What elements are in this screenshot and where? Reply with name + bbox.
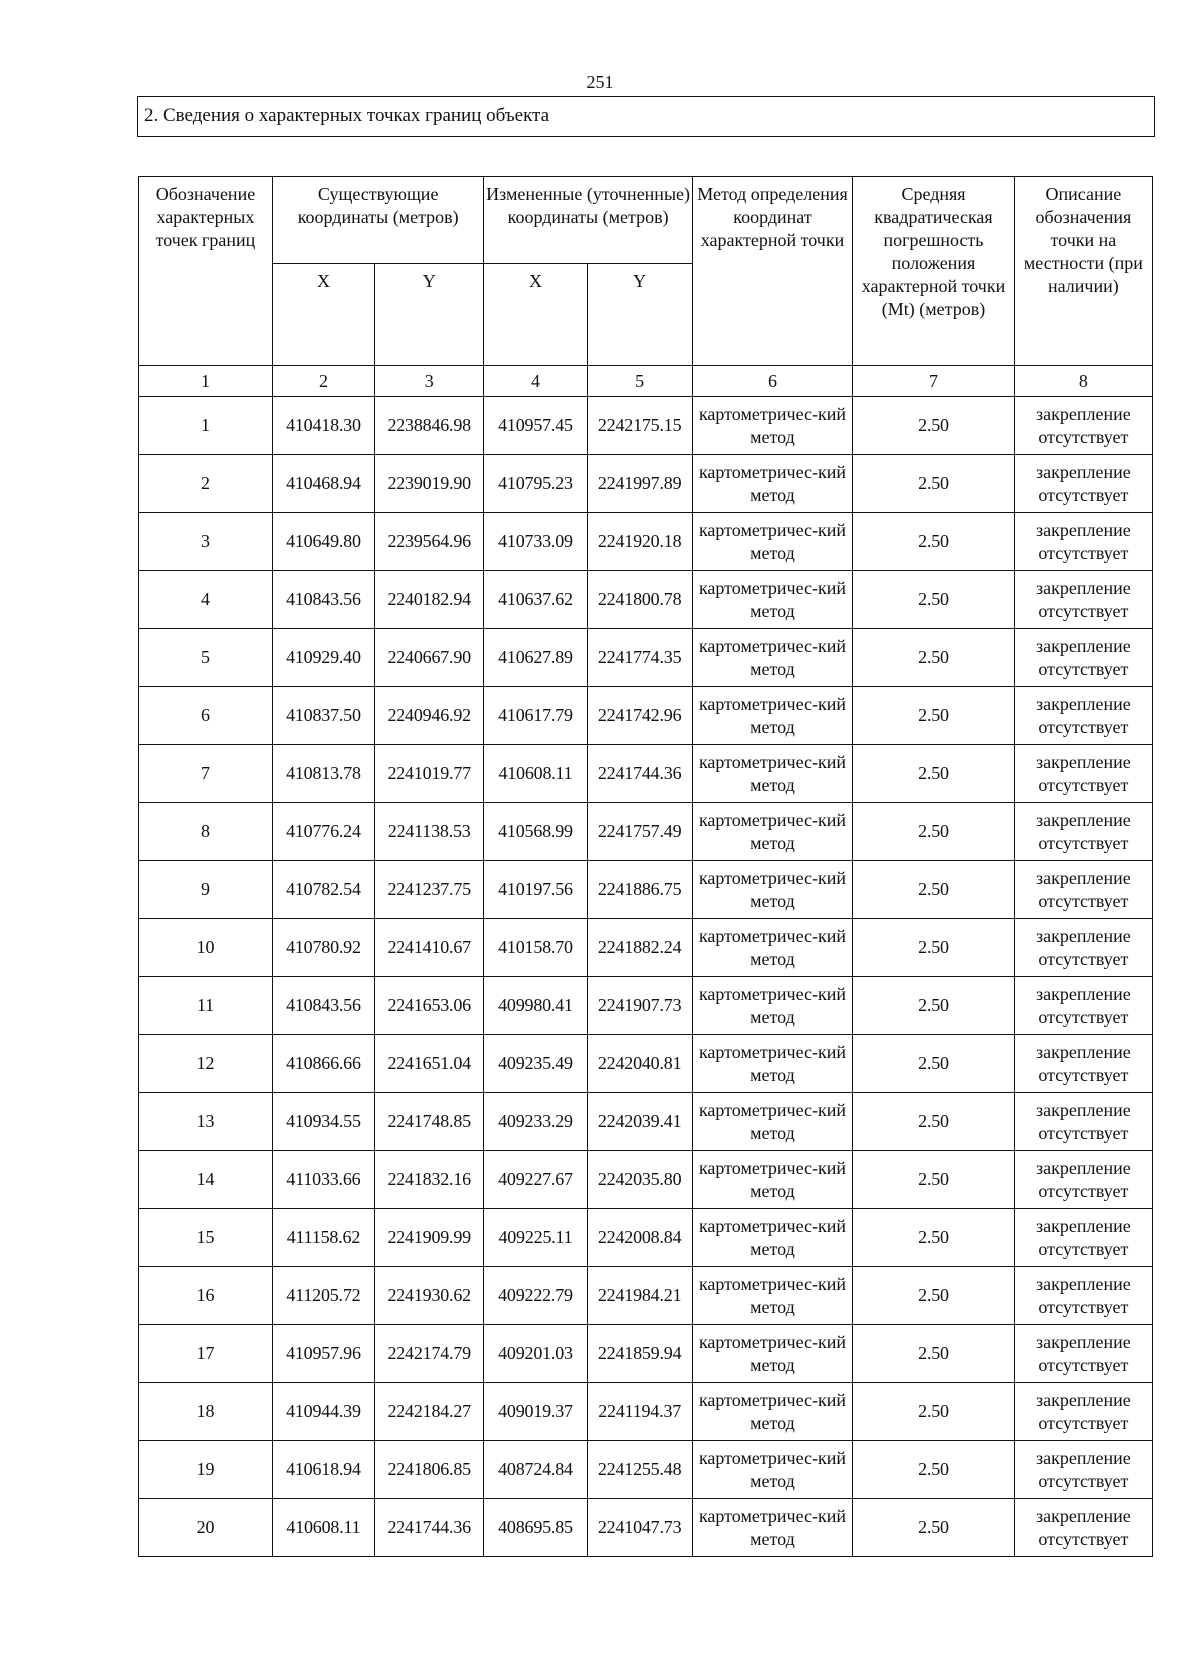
existing-y-cell: 2241930.62 bbox=[374, 1267, 483, 1325]
mean-error-cell: 2.50 bbox=[853, 1151, 1015, 1209]
existing-y-cell: 2241748.85 bbox=[374, 1093, 483, 1151]
table-row bbox=[139, 687, 1153, 745]
existing-x-cell: 410843.56 bbox=[272, 571, 374, 629]
column-number: 5 bbox=[587, 366, 692, 397]
header-existing-x: X bbox=[272, 264, 374, 366]
existing-x-cell: 410837.50 bbox=[272, 687, 374, 745]
column-number: 1 bbox=[139, 366, 273, 397]
description-cell: закрепление отсутствует bbox=[1014, 687, 1152, 745]
changed-y-cell: 2241859.94 bbox=[587, 1325, 692, 1383]
changed-y-cell: 2242040.81 bbox=[587, 1035, 692, 1093]
changed-x-cell: 409980.41 bbox=[484, 977, 587, 1035]
point-id-cell: 10 bbox=[139, 919, 273, 977]
table-row bbox=[139, 1267, 1153, 1325]
header-description: Описание обозначения точки на местности (при наличии) bbox=[1014, 177, 1152, 366]
description-cell: закрепление отсутствует bbox=[1014, 803, 1152, 861]
table-row bbox=[139, 1383, 1153, 1441]
mean-error-cell: 2.50 bbox=[853, 455, 1015, 513]
existing-y-cell: 2241410.67 bbox=[374, 919, 483, 977]
table-row bbox=[139, 1441, 1153, 1499]
point-id-cell: 3 bbox=[139, 513, 273, 571]
table-row bbox=[139, 919, 1153, 977]
table-row bbox=[139, 861, 1153, 919]
point-id-cell: 18 bbox=[139, 1383, 273, 1441]
method-cell: картометричес-кий метод bbox=[692, 571, 852, 629]
table-row bbox=[139, 803, 1153, 861]
changed-y-cell: 2242035.80 bbox=[587, 1151, 692, 1209]
point-id-cell: 17 bbox=[139, 1325, 273, 1383]
method-cell: картометричес-кий метод bbox=[692, 1209, 852, 1267]
existing-y-cell: 2240667.90 bbox=[374, 629, 483, 687]
method-cell: картометричес-кий метод bbox=[692, 861, 852, 919]
page-number: 251 bbox=[586, 72, 614, 92]
description-cell: закрепление отсутствует bbox=[1014, 1499, 1152, 1557]
point-id-cell: 5 bbox=[139, 629, 273, 687]
table-row bbox=[139, 397, 1153, 455]
description-cell: закрепление отсутствует bbox=[1014, 571, 1152, 629]
changed-y-cell: 2241744.36 bbox=[587, 745, 692, 803]
point-id-cell: 14 bbox=[139, 1151, 273, 1209]
changed-x-cell: 410795.23 bbox=[484, 455, 587, 513]
point-id-cell: 2 bbox=[139, 455, 273, 513]
changed-y-cell: 2241907.73 bbox=[587, 977, 692, 1035]
existing-y-cell: 2241909.99 bbox=[374, 1209, 483, 1267]
changed-y-cell: 2241800.78 bbox=[587, 571, 692, 629]
existing-y-cell: 2241653.06 bbox=[374, 977, 483, 1035]
section-title: 2. Сведения о характерных точках границ объекта bbox=[144, 105, 550, 126]
table-row bbox=[139, 1093, 1153, 1151]
method-cell: картометричес-кий метод bbox=[692, 919, 852, 977]
existing-y-cell: 2241806.85 bbox=[374, 1441, 483, 1499]
existing-y-cell: 2242174.79 bbox=[374, 1325, 483, 1383]
method-cell: картометричес-кий метод bbox=[692, 1093, 852, 1151]
method-cell: картометричес-кий метод bbox=[692, 629, 852, 687]
method-cell: картометричес-кий метод bbox=[692, 397, 852, 455]
existing-y-cell: 2239019.90 bbox=[374, 455, 483, 513]
existing-x-cell: 410782.54 bbox=[272, 861, 374, 919]
method-cell: картометричес-кий метод bbox=[692, 1035, 852, 1093]
mean-error-cell: 2.50 bbox=[853, 1267, 1015, 1325]
method-cell: картометричес-кий метод bbox=[692, 1267, 852, 1325]
mean-error-cell: 2.50 bbox=[853, 745, 1015, 803]
description-cell: закрепление отсутствует bbox=[1014, 745, 1152, 803]
table-row bbox=[139, 629, 1153, 687]
description-cell: закрепление отсутствует bbox=[1014, 1325, 1152, 1383]
mean-error-cell: 2.50 bbox=[853, 1093, 1015, 1151]
method-cell: картометричес-кий метод bbox=[692, 1383, 852, 1441]
mean-error-cell: 2.50 bbox=[853, 1209, 1015, 1267]
existing-x-cell: 410866.66 bbox=[272, 1035, 374, 1093]
method-cell: картометричес-кий метод bbox=[692, 687, 852, 745]
changed-x-cell: 410608.11 bbox=[484, 745, 587, 803]
existing-x-cell: 410418.30 bbox=[272, 397, 374, 455]
existing-x-cell: 410944.39 bbox=[272, 1383, 374, 1441]
existing-x-cell: 410468.94 bbox=[272, 455, 374, 513]
description-cell: закрепление отсутствует bbox=[1014, 397, 1152, 455]
method-cell: картометричес-кий метод bbox=[692, 1441, 852, 1499]
mean-error-cell: 2.50 bbox=[853, 803, 1015, 861]
existing-y-cell: 2241237.75 bbox=[374, 861, 483, 919]
changed-y-cell: 2241920.18 bbox=[587, 513, 692, 571]
mean-error-cell: 2.50 bbox=[853, 1499, 1015, 1557]
existing-x-cell: 410813.78 bbox=[272, 745, 374, 803]
existing-y-cell: 2241138.53 bbox=[374, 803, 483, 861]
existing-x-cell: 410618.94 bbox=[272, 1441, 374, 1499]
table-row bbox=[139, 455, 1153, 513]
point-id-cell: 20 bbox=[139, 1499, 273, 1557]
method-cell: картометричес-кий метод bbox=[692, 1151, 852, 1209]
changed-y-cell: 2241194.37 bbox=[587, 1383, 692, 1441]
existing-x-cell: 410649.80 bbox=[272, 513, 374, 571]
table-row bbox=[139, 977, 1153, 1035]
changed-y-cell: 2241255.48 bbox=[587, 1441, 692, 1499]
header-changed-x: X bbox=[484, 264, 587, 366]
existing-x-cell: 411033.66 bbox=[272, 1151, 374, 1209]
method-cell: картометричес-кий метод bbox=[692, 1499, 852, 1557]
table-row bbox=[139, 745, 1153, 803]
point-id-cell: 9 bbox=[139, 861, 273, 919]
mean-error-cell: 2.50 bbox=[853, 1035, 1015, 1093]
column-number: 7 bbox=[853, 366, 1015, 397]
changed-x-cell: 409201.03 bbox=[484, 1325, 587, 1383]
description-cell: закрепление отсутствует bbox=[1014, 513, 1152, 571]
point-id-cell: 7 bbox=[139, 745, 273, 803]
changed-y-cell: 2241742.96 bbox=[587, 687, 692, 745]
existing-y-cell: 2239564.96 bbox=[374, 513, 483, 571]
changed-x-cell: 409233.29 bbox=[484, 1093, 587, 1151]
table-row bbox=[139, 571, 1153, 629]
point-id-cell: 13 bbox=[139, 1093, 273, 1151]
changed-y-cell: 2241047.73 bbox=[587, 1499, 692, 1557]
changed-x-cell: 410733.09 bbox=[484, 513, 587, 571]
changed-y-cell: 2241757.49 bbox=[587, 803, 692, 861]
description-cell: закрепление отсутствует bbox=[1014, 1151, 1152, 1209]
description-cell: закрепление отсутствует bbox=[1014, 455, 1152, 513]
mean-error-cell: 2.50 bbox=[853, 513, 1015, 571]
description-cell: закрепление отсутствует bbox=[1014, 629, 1152, 687]
description-cell: закрепление отсутствует bbox=[1014, 1035, 1152, 1093]
description-cell: закрепление отсутствует bbox=[1014, 977, 1152, 1035]
existing-y-cell: 2241744.36 bbox=[374, 1499, 483, 1557]
table-row bbox=[139, 1151, 1153, 1209]
existing-x-cell: 410929.40 bbox=[272, 629, 374, 687]
mean-error-cell: 2.50 bbox=[853, 977, 1015, 1035]
changed-x-cell: 408724.84 bbox=[484, 1441, 587, 1499]
point-id-cell: 8 bbox=[139, 803, 273, 861]
changed-y-cell: 2241886.75 bbox=[587, 861, 692, 919]
changed-y-cell: 2242175.15 bbox=[587, 397, 692, 455]
changed-x-cell: 410627.89 bbox=[484, 629, 587, 687]
changed-x-cell: 408695.85 bbox=[484, 1499, 587, 1557]
point-id-cell: 12 bbox=[139, 1035, 273, 1093]
mean-error-cell: 2.50 bbox=[853, 1325, 1015, 1383]
existing-x-cell: 410934.55 bbox=[272, 1093, 374, 1151]
description-cell: закрепление отсутствует bbox=[1014, 1209, 1152, 1267]
mean-error-cell: 2.50 bbox=[853, 687, 1015, 745]
point-id-cell: 19 bbox=[139, 1441, 273, 1499]
header-existing-coordinates: Существующие координаты (метров) bbox=[272, 177, 484, 264]
point-id-cell: 11 bbox=[139, 977, 273, 1035]
point-id-cell: 16 bbox=[139, 1267, 273, 1325]
description-cell: закрепление отсутствует bbox=[1014, 1093, 1152, 1151]
changed-y-cell: 2241882.24 bbox=[587, 919, 692, 977]
section-title-box bbox=[137, 96, 1155, 137]
point-id-cell: 6 bbox=[139, 687, 273, 745]
column-number: 2 bbox=[272, 366, 374, 397]
column-number: 6 bbox=[692, 366, 852, 397]
boundary-points-table bbox=[138, 176, 1153, 1557]
changed-x-cell: 409225.11 bbox=[484, 1209, 587, 1267]
mean-error-cell: 2.50 bbox=[853, 629, 1015, 687]
existing-y-cell: 2242184.27 bbox=[374, 1383, 483, 1441]
changed-x-cell: 410637.62 bbox=[484, 571, 587, 629]
changed-x-cell: 409019.37 bbox=[484, 1383, 587, 1441]
existing-x-cell: 410780.92 bbox=[272, 919, 374, 977]
description-cell: закрепление отсутствует bbox=[1014, 1267, 1152, 1325]
existing-y-cell: 2240182.94 bbox=[374, 571, 483, 629]
column-number-row bbox=[139, 366, 1153, 397]
column-number: 4 bbox=[484, 366, 587, 397]
changed-x-cell: 409235.49 bbox=[484, 1035, 587, 1093]
existing-y-cell: 2240946.92 bbox=[374, 687, 483, 745]
existing-x-cell: 410957.96 bbox=[272, 1325, 374, 1383]
changed-y-cell: 2241997.89 bbox=[587, 455, 692, 513]
changed-x-cell: 410197.56 bbox=[484, 861, 587, 919]
column-number: 8 bbox=[1014, 366, 1152, 397]
existing-x-cell: 411158.62 bbox=[272, 1209, 374, 1267]
method-cell: картометричес-кий метод bbox=[692, 977, 852, 1035]
table-body bbox=[139, 397, 1153, 1557]
changed-y-cell: 2242039.41 bbox=[587, 1093, 692, 1151]
description-cell: закрепление отсутствует bbox=[1014, 919, 1152, 977]
header-point-designation: Обозначение характерных точек границ bbox=[139, 177, 273, 366]
mean-error-cell: 2.50 bbox=[853, 1441, 1015, 1499]
method-cell: картометричес-кий метод bbox=[692, 803, 852, 861]
table-row bbox=[139, 1499, 1153, 1557]
description-cell: закрепление отсутствует bbox=[1014, 861, 1152, 919]
method-cell: картометричес-кий метод bbox=[692, 1325, 852, 1383]
column-number: 3 bbox=[374, 366, 483, 397]
changed-x-cell: 409227.67 bbox=[484, 1151, 587, 1209]
header-method: Метод определения координат характерной точки bbox=[692, 177, 852, 366]
method-cell: картометричес-кий метод bbox=[692, 455, 852, 513]
mean-error-cell: 2.50 bbox=[853, 571, 1015, 629]
changed-y-cell: 2241774.35 bbox=[587, 629, 692, 687]
table-row bbox=[139, 1035, 1153, 1093]
mean-error-cell: 2.50 bbox=[853, 919, 1015, 977]
mean-error-cell: 2.50 bbox=[853, 861, 1015, 919]
existing-x-cell: 410843.56 bbox=[272, 977, 374, 1035]
changed-x-cell: 410568.99 bbox=[484, 803, 587, 861]
point-id-cell: 1 bbox=[139, 397, 273, 455]
table-header bbox=[139, 177, 1153, 397]
existing-y-cell: 2241651.04 bbox=[374, 1035, 483, 1093]
existing-y-cell: 2241832.16 bbox=[374, 1151, 483, 1209]
table-row bbox=[139, 1209, 1153, 1267]
header-changed-y: Y bbox=[587, 264, 692, 366]
header-existing-y: Y bbox=[374, 264, 483, 366]
mean-error-cell: 2.50 bbox=[853, 1383, 1015, 1441]
point-id-cell: 4 bbox=[139, 571, 273, 629]
method-cell: картометричес-кий метод bbox=[692, 745, 852, 803]
description-cell: закрепление отсутствует bbox=[1014, 1441, 1152, 1499]
changed-x-cell: 409222.79 bbox=[484, 1267, 587, 1325]
changed-x-cell: 410957.45 bbox=[484, 397, 587, 455]
existing-y-cell: 2238846.98 bbox=[374, 397, 483, 455]
point-id-cell: 15 bbox=[139, 1209, 273, 1267]
changed-x-cell: 410158.70 bbox=[484, 919, 587, 977]
existing-x-cell: 410608.11 bbox=[272, 1499, 374, 1557]
changed-y-cell: 2242008.84 bbox=[587, 1209, 692, 1267]
mean-error-cell: 2.50 bbox=[853, 397, 1015, 455]
existing-x-cell: 411205.72 bbox=[272, 1267, 374, 1325]
changed-y-cell: 2241984.21 bbox=[587, 1267, 692, 1325]
table-row bbox=[139, 1325, 1153, 1383]
existing-y-cell: 2241019.77 bbox=[374, 745, 483, 803]
description-cell: закрепление отсутствует bbox=[1014, 1383, 1152, 1441]
method-cell: картометричес-кий метод bbox=[692, 513, 852, 571]
header-mean-error: Средняя квадратическая погрешность положения характерной точки (Mt) (метров) bbox=[853, 177, 1015, 366]
existing-x-cell: 410776.24 bbox=[272, 803, 374, 861]
table-row bbox=[139, 513, 1153, 571]
header-changed-coordinates: Измененные (уточненные) координаты (метров) bbox=[484, 177, 692, 264]
changed-x-cell: 410617.79 bbox=[484, 687, 587, 745]
